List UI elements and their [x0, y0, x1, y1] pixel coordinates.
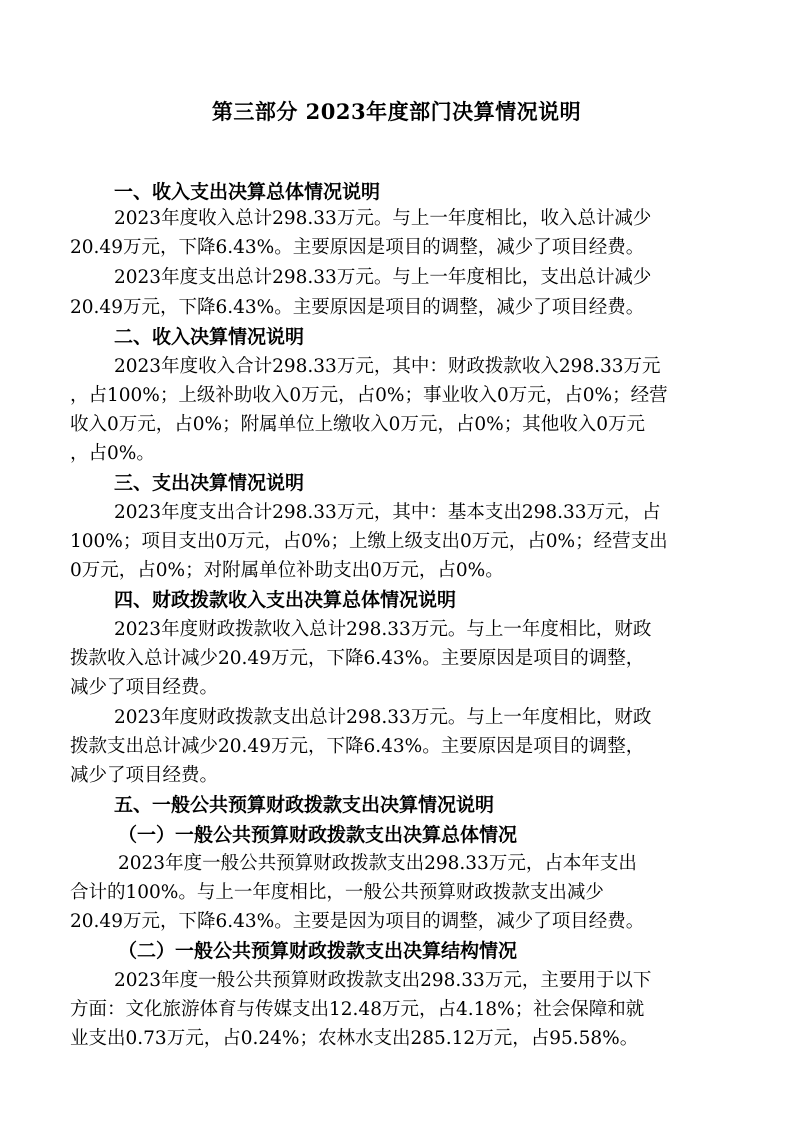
paragraph-line: 2023年度收入总计298.33万元。与上一年度相比，收入总计减少: [114, 208, 652, 229]
paragraph-line: 2023年度支出合计298.33万元，其中：基本支出298.33万元，占: [114, 502, 661, 523]
section-heading-3: 三、支出决算情况说明: [114, 472, 305, 494]
paragraph-line: 业支出0.73万元，占0.24%；农林水支出285.12万元，占95.58%。: [70, 1028, 639, 1049]
paragraph-line: ，占100%；上级补助收入0万元，占0%；事业收入0万元，占0%；经营: [70, 385, 668, 406]
section-heading-1: 一、收入支出决算总体情况说明: [114, 181, 381, 203]
paragraph-line: 拨款支出总计减少20.49万元，下降6.43%。主要原因是项目的调整，: [70, 736, 645, 757]
paragraph-line: ，占0%。: [70, 443, 155, 464]
section-heading-2: 二、收入决算情况说明: [114, 326, 305, 348]
paragraph-line: 方面：文化旅游体育与传媒支出12.48万元，占4.18%；社会保障和就: [70, 999, 645, 1020]
paragraph-line: 减少了项目经费。: [70, 765, 219, 786]
paragraph-line: 拨款收入总计减少20.49万元，下降6.43%。主要原因是项目的调整，: [70, 648, 645, 669]
paragraph-line: 减少了项目经费。: [70, 677, 219, 698]
paragraph-line: 2023年度一般公共预算财政拨款支出298.33万元，占本年支出: [118, 853, 637, 874]
paragraph-line: 2023年度财政拨款支出总计298.33万元。与上一年度相比，财政: [114, 707, 652, 728]
section-heading-4: 四、财政拨款收入支出决算总体情况说明: [114, 589, 457, 611]
paragraph-line: 2023年度支出总计298.33万元。与上一年度相比，支出总计减少: [114, 267, 652, 288]
paragraph-line: 0万元，占0%；对附属单位补助支出0万元，占0%。: [70, 560, 504, 581]
paragraph-line: 收入0万元，占0%；附属单位上缴收入0万元，占0%；其他收入0万元: [70, 414, 646, 435]
page-title: 第三部分 2023年度部门决算情况说明: [211, 99, 582, 124]
paragraph-line: 2023年度财政拨款收入总计298.33万元。与上一年度相比，财政: [114, 619, 652, 640]
paragraph-line: 20.49万元，下降6.43%。主要原因是项目的调整，减少了项目经费。: [70, 297, 645, 318]
paragraph-line: 2023年度一般公共预算财政拨款支出298.33万元，主要用于以下: [114, 970, 652, 991]
paragraph-line: 20.49万元，下降6.43%。主要是因为项目的调整，减少了项目经费。: [70, 911, 645, 932]
paragraph-line: 2023年度收入合计298.33万元，其中：财政拨款收入298.33万元: [114, 356, 661, 377]
subsection-heading-2: （二）一般公共预算财政拨款支出决算结构情况: [118, 940, 518, 962]
paragraph-line: 合计的100%。与上一年度相比，一般公共预算财政拨款支出减少: [70, 882, 604, 903]
subsection-heading-1: （一）一般公共预算财政拨款支出决算总体情况: [118, 824, 518, 846]
section-heading-5: 五、一般公共预算财政拨款支出决算情况说明: [114, 794, 495, 816]
paragraph-line: 100%；项目支出0万元，占0%；上缴上级支出0万元，占0%；经营支出: [70, 531, 668, 552]
paragraph-line: 20.49万元，下降6.43%。主要原因是项目的调整，减少了项目经费。: [70, 237, 645, 258]
